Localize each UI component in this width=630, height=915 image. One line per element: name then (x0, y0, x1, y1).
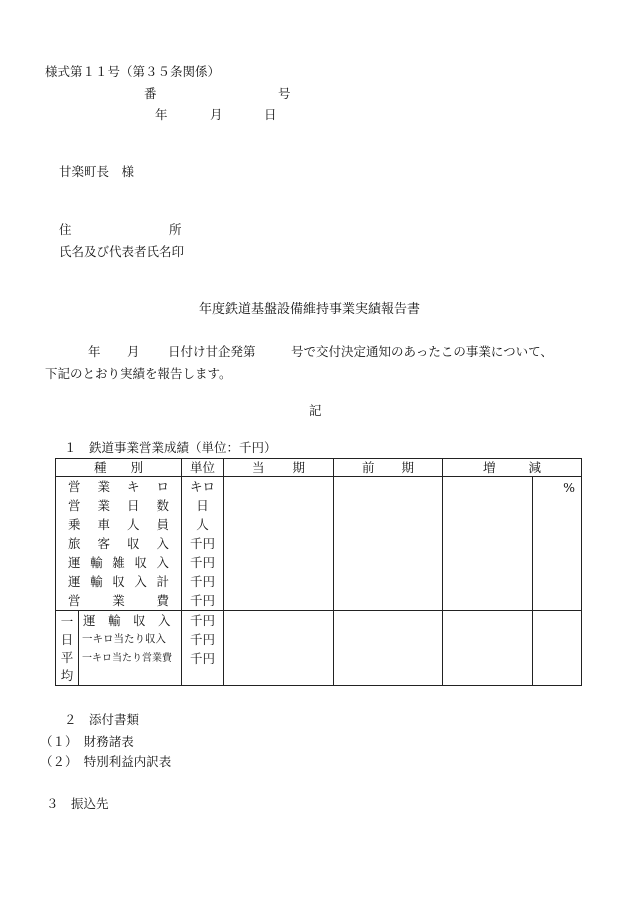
row-label: 乗 車 人 員 (68, 517, 169, 532)
form-number: 様式第１１号（第３５条関係） (45, 64, 221, 79)
row-label: 営 業 費 (68, 593, 169, 608)
unit-cell: 人 (196, 517, 209, 532)
table-row-daily (56, 611, 582, 686)
daily-current-cell[interactable] (224, 611, 334, 686)
section-3-heading: ３ 振込先 (46, 796, 109, 811)
change-amount-cell[interactable] (443, 477, 533, 611)
date-month: 月 (210, 107, 223, 122)
unit-cell: 千円 (189, 651, 215, 666)
unit-cell: 日 (196, 498, 209, 513)
section-2-heading: ２ 添付書類 (64, 712, 140, 727)
row-label: 営 業 日 数 (68, 498, 169, 513)
body-text-a: 日付け甘企発第 (168, 344, 256, 359)
address-label-1: 住 (59, 222, 72, 237)
col-current: 当 期 (224, 459, 334, 477)
date-day: 日 (264, 107, 277, 122)
unit-cell: 千円 (189, 555, 215, 570)
unit-cell: 千円 (189, 613, 215, 628)
table-row (56, 477, 582, 611)
addressee: 甘楽町長 様 (59, 164, 135, 179)
section-1-heading: １ 鉄道事業営業成績（単位：千円） (64, 440, 277, 455)
daily-previous-cell[interactable] (334, 611, 443, 686)
unit-cell: 千円 (189, 632, 215, 647)
col-type: 種 別 (56, 459, 182, 477)
row-units (182, 477, 224, 611)
col-unit: 単位 (182, 459, 224, 477)
row-label: 営 業 キ ロ (68, 479, 169, 494)
body-month: 月 (127, 344, 140, 359)
previous-period-cell[interactable] (334, 477, 443, 611)
daily-change-amount-cell[interactable] (443, 611, 533, 686)
address-label-2: 所 (169, 222, 182, 237)
daily-average-label: 一 日 平 均 (56, 611, 79, 686)
applicant-name-label: 氏名及び代表者氏名印 (59, 244, 185, 259)
row-labels (56, 477, 182, 611)
daily-row-label: 一キロ当たり営業費 (82, 653, 172, 664)
change-percent-cell[interactable]: % (533, 477, 582, 611)
performance-table (55, 458, 582, 686)
current-period-cell[interactable] (224, 477, 334, 611)
row-label: 運 輸 雑 収 入 (68, 555, 169, 570)
col-previous: 前 期 (334, 459, 443, 477)
daily-row-label: 運 輸 収 入 (83, 613, 171, 628)
row-label: 旅 客 収 入 (68, 536, 169, 551)
table-header-row (56, 459, 582, 477)
attachment-item-2: （２） 特別利益内訳表 (40, 754, 172, 769)
daily-units (182, 611, 224, 686)
body-line-2: 下記のとおり実績を報告します。 (45, 366, 232, 381)
ki-mark: 記 (309, 403, 322, 418)
body-year: 年 (88, 344, 101, 359)
unit-cell: 千円 (189, 574, 215, 589)
unit-cell: 千円 (189, 593, 215, 608)
daily-change-percent-cell[interactable] (533, 611, 582, 686)
number-suffix: 号 (278, 86, 291, 101)
unit-cell: キロ (189, 479, 215, 494)
body-text-b: 号で交付決定通知のあったこの事業について、 (291, 344, 553, 359)
attachment-item-1: （１） 財務諸表 (40, 734, 134, 749)
daily-row-label: 一キロ当たり収入 (82, 633, 166, 645)
document-title: 年度鉄道基盤設備維持事業実績報告書 (199, 302, 421, 317)
row-label: 運 輸 収 入 計 (68, 574, 169, 589)
unit-cell: 千円 (189, 536, 215, 551)
number-label: 番 (144, 86, 157, 101)
col-change: 増 減 (443, 459, 582, 477)
daily-row-labels (79, 611, 182, 686)
date-year: 年 (155, 107, 168, 122)
